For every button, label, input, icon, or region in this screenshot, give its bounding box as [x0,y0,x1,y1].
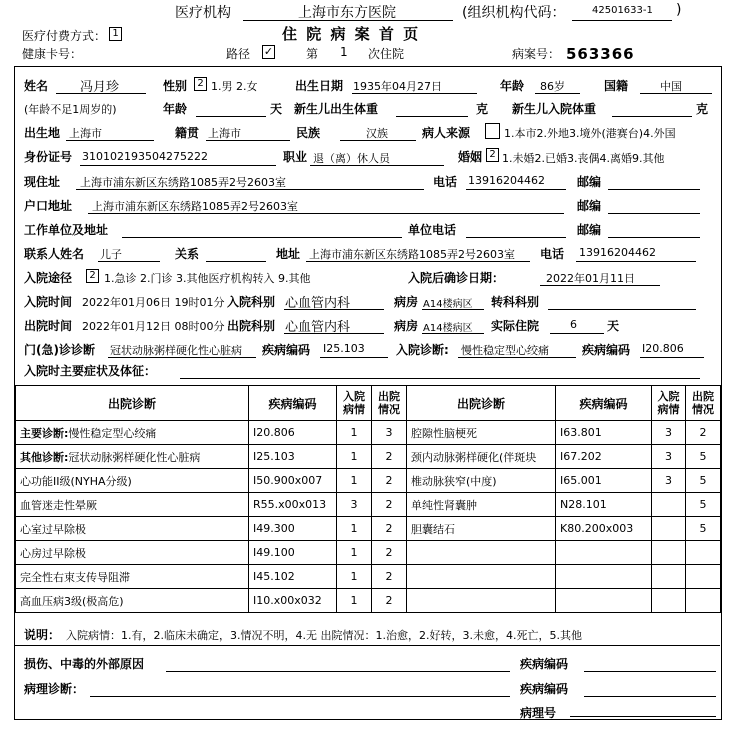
diag-code-left: R55.x00x013 [249,493,337,517]
diag-cond-right [652,565,686,589]
diag-cond-left: 1 [337,445,372,469]
org-code-label: (组织机构代码： [462,5,566,21]
table-row [16,517,721,541]
admit-weight-label: 新生儿入院体重 [512,102,597,116]
page-title: 住 院 病 案 首 页 [282,25,421,43]
discharge-time-label: 出院时间 [24,319,73,333]
table-row [16,421,721,445]
diag-cond-right [652,517,686,541]
diag-code-right [556,565,652,589]
record-no: 563366 [566,45,635,63]
op-diag: 冠状动脉粥样硬化性心脏病 [110,344,242,357]
diag-code-left: I10.x00x032 [249,589,337,613]
diag-out-left: 2 [372,541,407,565]
diag-left [16,493,249,517]
marriage-label: 婚姻 [458,150,483,164]
id-no: 310102193504275222 [82,150,208,163]
birthplace: 上海市 [69,127,102,140]
stay: 6 [570,318,577,331]
table-row [16,589,721,613]
diag-code-left: I50.900x007 [249,469,337,493]
diag-right: 单纯性肾囊肿 [407,493,556,517]
diag-cond-left: 1 [337,469,372,493]
work-phone-label: 单位电话 [408,223,457,237]
source-options: 1.本市2.外地3.境外(港赛台)4.外国 [504,127,676,140]
diag-cond-left: 1 [337,589,372,613]
name-label: 姓名 [24,79,49,93]
admit-dept: 心血管内科 [285,296,351,311]
path-checkbox: ✓ [263,45,274,58]
diag-cond-left: 1 [337,541,372,565]
diag-code-left: I49.300 [249,517,337,541]
native-label: 籍贯 [175,126,200,140]
nation: 中国 [660,80,682,93]
job: 退（离）休人员 [313,152,390,165]
card-label: 健康卡号： [22,47,83,61]
in-diag-label: 入院诊断: [396,343,449,357]
contact-phone: 13916204462 [579,246,656,259]
route-label: 入院途径 [24,271,73,285]
pay-label: 医疗付费方式： [22,29,107,43]
table-row [16,445,721,469]
header-code-right: 疾病编码 [556,386,652,421]
birth-weight-label: 新生儿出生体重 [294,102,379,116]
phone-label: 电话 [433,175,458,189]
in-code: I20.806 [642,342,684,355]
admit-dept-label: 入院科别 [227,295,276,309]
diag-prefix: 其他诊断: [20,450,69,464]
diag-out-right: 5 [686,517,721,541]
sex-options: 1.男 2.女 [211,80,258,93]
op-code-label: 疾病编码 [262,343,311,357]
header-out-right: 出院 情况 [686,386,721,421]
route-options: 1.急诊 2.门诊 3.其他医疗机构转入 9.其他 [104,272,311,285]
diag-out-left: 2 [372,589,407,613]
source-box [485,123,500,139]
diag-cond-right [652,589,686,613]
marriage-box: 2 [486,148,499,162]
hukou-label: 户口地址 [24,199,73,213]
ethnic: 汉族 [366,127,388,140]
diag-left [16,517,249,541]
in-diag: 慢性稳定型心绞痛 [461,344,549,357]
ethnic-label: 民族 [296,126,321,140]
diag-left [16,421,249,445]
diag-code-left: I25.103 [249,445,337,469]
zip-label2: 邮编 [577,199,602,213]
op-code: I25.103 [323,342,365,355]
diag-out-right: 2 [686,421,721,445]
diag-name: 完全性右束支传导阻滞 [20,570,130,584]
diag-out-right: 5 [686,469,721,493]
sex-label: 性别 [163,79,188,93]
stay-label: 实际住院 [491,319,540,333]
diag-cond-right: 3 [652,445,686,469]
diag-code-left: I20.806 [249,421,337,445]
day-unit: 天 [270,102,283,116]
record-label: 病案号： [512,47,561,61]
diag-out-left: 3 [372,421,407,445]
diag-out-left: 2 [372,445,407,469]
id-label: 身份证号 [24,150,73,164]
infant-note: (年龄不足1周岁的) [24,103,117,116]
table-row [16,565,721,589]
dob-label: 出生日期 [295,79,344,93]
diag-cond-left: 1 [337,421,372,445]
diag-code-right: K80.200x003 [556,517,652,541]
table-row [16,493,721,517]
ward-label: 病房 [394,295,419,309]
diag-out-left: 2 [372,493,407,517]
gram-unit: 克 [476,102,489,116]
confirm-date: 2022年01月11日 [546,272,635,285]
diag-right [407,565,556,589]
header-out-left: 出院 情况 [372,386,407,421]
ward-label2: 病房 [394,319,419,333]
header-cond-left: 入院 病情 [337,386,372,421]
path-diag-label: 病理诊断： [24,682,85,696]
diag-name: 心房过早除极 [20,546,86,560]
marriage-options: 1.未婚2.已婚3.丧偶4.离婚9.其他 [502,152,665,165]
discharge-dept: 心血管内科 [285,320,351,335]
pay-box: 1 [109,27,122,41]
header-cond-right: 入院 病情 [652,386,686,421]
diag-name: 心室过早除极 [20,522,86,536]
native: 上海市 [208,127,241,140]
diag-cond-left: 1 [337,517,372,541]
diag-out-right [686,541,721,565]
diag-right: 椎动脉狭窄(中度) [407,469,556,493]
diag-left [16,445,249,469]
injury-label: 损伤、中毒的外部原因 [24,657,145,671]
birthplace-label: 出生地 [24,126,61,140]
org-code: 42501633-1 [592,5,653,16]
diag-code-right: I65.001 [556,469,652,493]
diag-right: 胆囊结石 [407,517,556,541]
diag-out-right: 5 [686,493,721,517]
diag-left [16,565,249,589]
relation-label: 关系 [175,247,200,261]
address: 上海市浦东新区东绣路1085弄2号2603室 [80,176,286,189]
diag-name: 心功能II级(NYHA分级) [20,474,132,488]
gram-unit2: 克 [696,102,709,116]
dob: 1935年04月27日 [353,80,442,93]
header-code-left: 疾病编码 [249,386,337,421]
admit-time: 2022年01月06日 19时01分 [82,296,225,309]
path-code-label: 疾病编码 [520,682,569,696]
diag-out-right [686,565,721,589]
diag-name: 冠状动脉粥样硬化性心脏病 [68,450,201,464]
ward2: A14楼病区 [423,323,473,334]
table-row [16,541,721,565]
admit-time-label: 入院时间 [24,295,73,309]
age-label: 年龄 [500,79,525,93]
contact-label: 联系人姓名 [24,247,85,261]
diag-cond-left: 1 [337,565,372,589]
sex-box: 2 [194,77,207,91]
org-code-close: ) [676,2,682,18]
contact-phone-label: 电话 [540,247,565,261]
header-diag-right: 出院诊断 [407,386,556,421]
diag-cond-right: 3 [652,469,686,493]
diag-right: 颈内动脉粥样硬化(伴斑块 [407,445,556,469]
times-suffix: 次住院 [368,47,405,61]
route-box: 2 [86,269,99,283]
diag-left [16,541,249,565]
patient-name: 冯月珍 [80,80,120,95]
source-label: 病人来源 [422,126,471,140]
note-label: 说明： [24,628,61,642]
stay-unit: 天 [607,319,620,333]
diag-prefix: 主要诊断: [20,426,69,440]
contact-addr-label: 地址 [276,247,301,261]
contact-addr: 上海市浦东新区东绣路1085弄2号2603室 [309,248,515,261]
symptom-label: 入院时主要症状及体征： [24,364,157,378]
diag-name: 血管迷走性晕厥 [20,498,97,512]
diag-cond-right [652,541,686,565]
diag-code-right: I67.202 [556,445,652,469]
phone: 13916204462 [468,174,545,187]
diag-left [16,469,249,493]
diag-right [407,589,556,613]
diag-left [16,589,249,613]
times-prefix: 第 [306,47,319,61]
nation-label: 国籍 [604,79,629,93]
diag-cond-right [652,493,686,517]
zip-label3: 邮编 [577,223,602,237]
header-diag-left: 出院诊断 [16,386,249,421]
path-no-label: 病理号 [520,706,557,720]
table-row [16,469,721,493]
diag-code-left: I45.102 [249,565,337,589]
diag-out-left: 2 [372,517,407,541]
diag-name: 高血压病3级(极高危) [20,594,124,608]
diag-out-left: 2 [372,565,407,589]
zip-label: 邮编 [577,175,602,189]
diag-out-left: 2 [372,469,407,493]
note-text: 入院病情：1.有，2.临床未确定，3.情况不明，4.无 出院情况：1.治愈，2.好转，3.未愈，4.死亡，5.其他 [66,629,582,642]
diagnosis-table [15,385,721,613]
diag-code-right: N28.101 [556,493,652,517]
ward: A14楼病区 [423,299,473,310]
diag-right: 腔隙性脑梗死 [407,421,556,445]
confirm-label: 入院后确诊日期： [408,271,505,285]
diag-code-right: I63.801 [556,421,652,445]
work-label: 工作单位及地址 [24,223,109,237]
path-label: 路径 [226,47,251,61]
hukou: 上海市浦东新区东绣路1085弄2号2603室 [92,200,298,213]
contact: 儿子 [100,248,122,261]
diag-code-right [556,589,652,613]
discharge-time: 2022年01月12日 08时00分 [82,320,225,333]
age: 86岁 [540,80,565,93]
org-name: 上海市东方医院 [298,5,396,21]
times-value: 1 [340,45,348,59]
diag-code-left: I49.100 [249,541,337,565]
in-code-label: 疾病编码 [582,343,631,357]
injury-code-label: 疾病编码 [520,657,569,671]
org-label: 医疗机构 [175,5,231,21]
address-label: 现住址 [24,175,61,189]
diag-name: 慢性稳定型心绞痛 [68,426,157,440]
diag-cond-left: 3 [337,493,372,517]
infant-age-label: 年龄 [163,102,188,116]
diag-code-right [556,541,652,565]
op-diag-label: 门(急)诊诊断 [24,343,95,357]
diag-out-right: 5 [686,445,721,469]
diag-cond-right: 3 [652,421,686,445]
discharge-dept-label: 出院科别 [227,319,276,333]
diag-out-right [686,589,721,613]
transfer-label: 转科科别 [491,295,540,309]
job-label: 职业 [283,150,308,164]
diag-right [407,541,556,565]
